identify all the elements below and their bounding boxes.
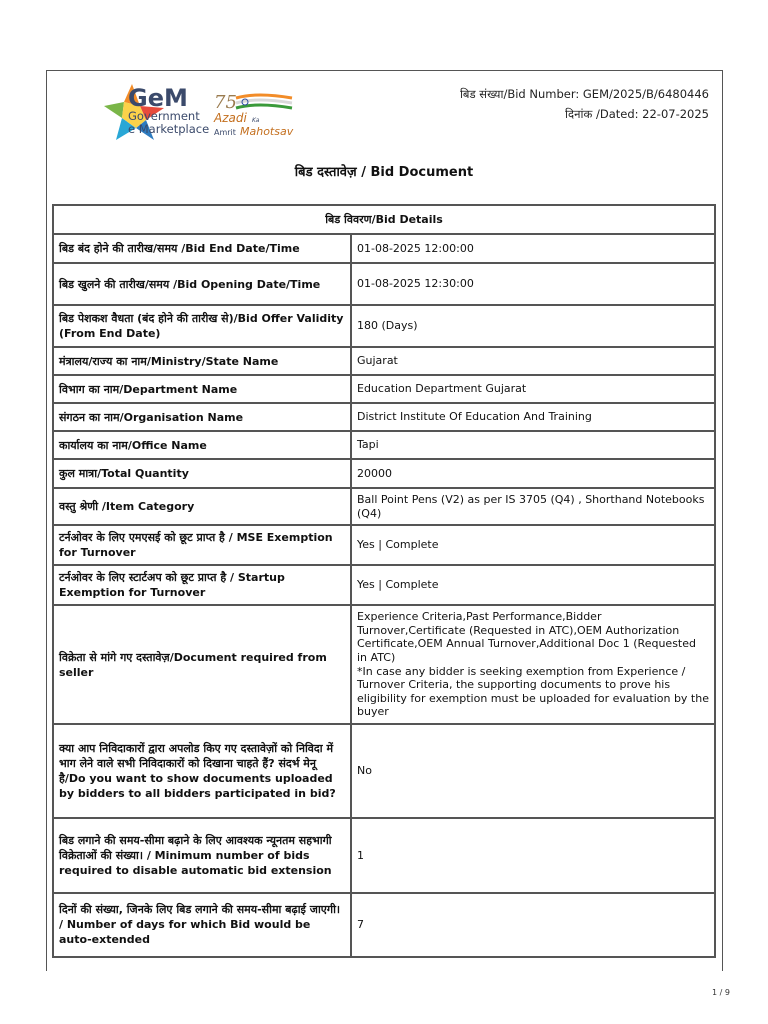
row-label: क्या आप निविदाकारों द्वारा अपलोड किए गए दस्तावेज़ों को निविदा में भाग लेने वाले सभी निविदाकारों को दिखाना चाहते हैं? संदर्भ मेनू है/Do you want to show documents uploaded by bidders to all bidders participated in bid? (53, 724, 351, 818)
row-value: 20000 (351, 459, 715, 488)
gem-subtitle-1: Government (128, 109, 200, 123)
bid-details-heading: बिड विवरण/Bid Details (53, 205, 715, 234)
row-value: 1 (351, 818, 715, 893)
row-label: कुल मात्रा/Total Quantity (53, 459, 351, 488)
gem-title: GeM (128, 84, 188, 112)
row-value: No (351, 724, 715, 818)
row-value: Tapi (351, 431, 715, 459)
bid-details-table (52, 204, 716, 958)
row-value: 01-08-2025 12:00:00 (351, 234, 715, 263)
azadi-ka-amrit-mahotsav-logo-icon (212, 90, 302, 140)
mahotsav-label: Mahotsav (240, 125, 294, 138)
bid-header-meta (460, 84, 709, 124)
row-value: Yes | Complete (351, 565, 715, 605)
gem-wordmark (128, 86, 209, 136)
row-value: 01-08-2025 12:30:00 (351, 263, 715, 305)
row-value: District Institute Of Education And Training (351, 403, 715, 431)
row-value: Gujarat (351, 347, 715, 375)
row-label: कार्यालय का नाम/Office Name (53, 431, 351, 459)
row-label: बिड लगाने की समय-सीमा बढ़ाने के लिए आवश्यक न्यूनतम सहभागी विक्रेताओं की संख्या। / Minimum number of bids required to disable automatic bid extension (53, 818, 351, 893)
row-value: Experience Criteria,Past Performance,Bidder Turnover,Certificate (Requested in ATC),OEM Authorization Certificate,OEM Annual Turnover,Additional Doc 1 (Requested in ATC) *In case any bidder is seeking exemption from Experience / Turnover Criteria, the supporting documents to prove his eligibility for exemption must be uploaded for evaluation by the buyer (351, 605, 715, 724)
row-label: टर्नओवर के लिए एमएसई को छूट प्राप्त है / MSE Exemption for Turnover (53, 525, 351, 565)
row-value: 7 (351, 893, 715, 957)
bid-dated: दिनांक /Dated: 22-07-2025 (565, 107, 709, 121)
row-label: टर्नओवर के लिए स्टार्टअप को छूट प्राप्त है / Startup Exemption for Turnover (53, 565, 351, 605)
row-label: बिड खुलने की तारीख/समय /Bid Opening Date/Time (53, 263, 351, 305)
row-label: विभाग का नाम/Department Name (53, 375, 351, 403)
row-label: बिड पेशकश वैधता (बंद होने की तारीख से)/Bid Offer Validity (From End Date) (53, 305, 351, 347)
row-label: संगठन का नाम/Organisation Name (53, 403, 351, 431)
bid-number: बिड संख्या/Bid Number: GEM/2025/B/6480446 (459, 87, 709, 101)
azadi-label: Azadi (214, 111, 247, 125)
row-value: Education Department Gujarat (351, 375, 715, 403)
row-value: Ball Point Pens (V2) as per IS 3705 (Q4) , Shorthand Notebooks (Q4) (351, 488, 715, 525)
page-number: 1 / 9 (712, 988, 730, 997)
row-label: मंत्रालय/राज्य का नाम/Ministry/State Name (53, 347, 351, 375)
amrit-label: Amrit (214, 128, 236, 137)
document-title: बिड दस्तावेज़ / Bid Document (294, 165, 474, 180)
gem-subtitle-2: e Marketplace (128, 122, 210, 136)
azadi-ka-label: Ka (252, 117, 260, 124)
row-label: वस्तु श्रेणी /Item Category (53, 488, 351, 525)
svg-text:75: 75 (214, 92, 237, 113)
row-label: बिड बंद होने की तारीख/समय /Bid End Date/Time (53, 234, 351, 263)
row-value: 180 (Days) (351, 305, 715, 347)
row-label: दिनों की संख्या, जिनके लिए बिड लगाने की समय-सीमा बढ़ाई जाएगी। / Number of days for which Bid would be auto-extended (53, 893, 351, 957)
row-value: Yes | Complete (351, 525, 715, 565)
row-label: विक्रेता से मांगे गए दस्तावेज़/Document required from seller (53, 605, 351, 724)
